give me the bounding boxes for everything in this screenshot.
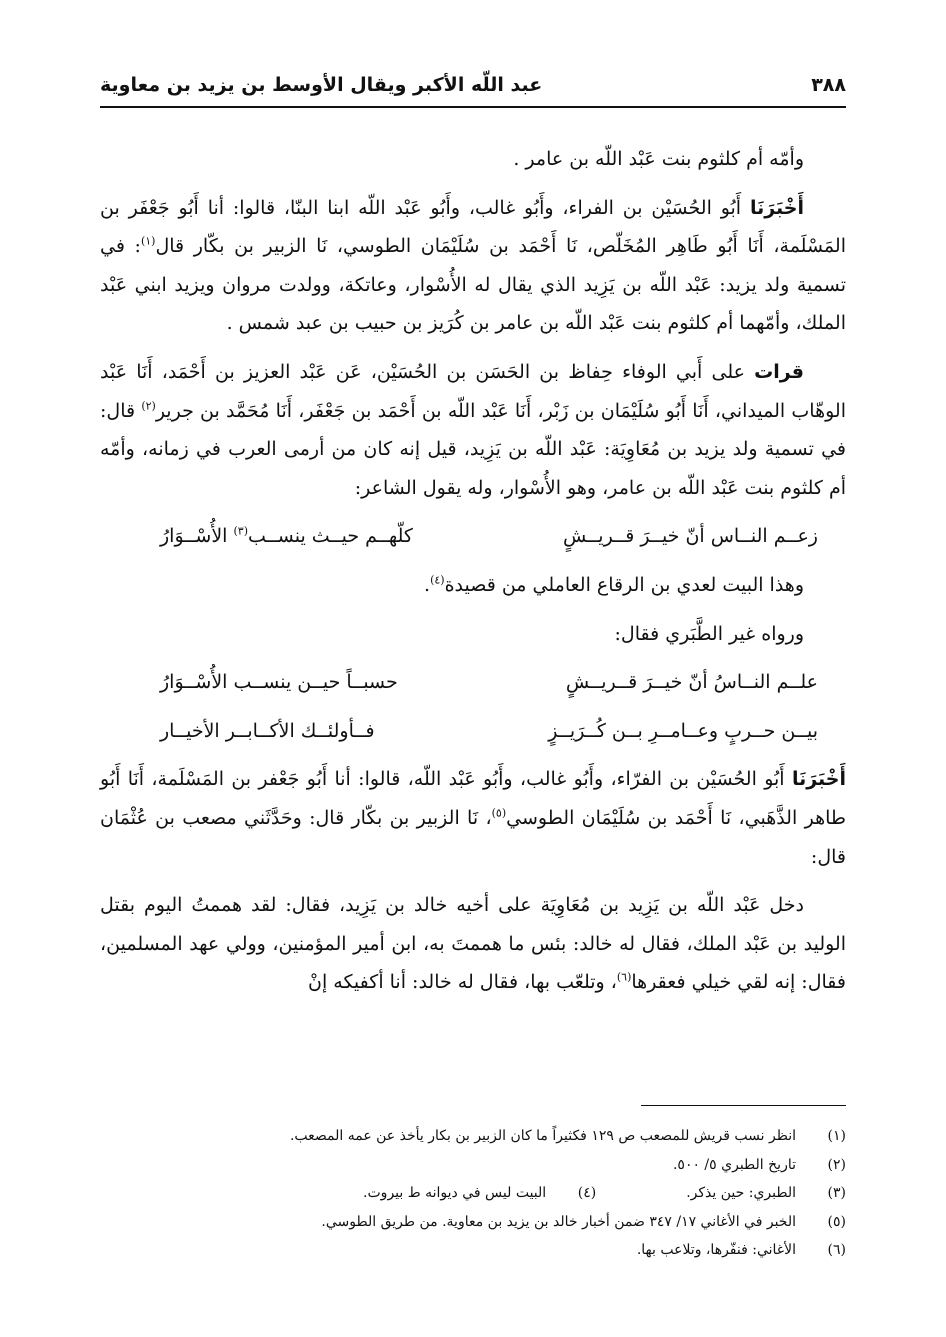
paragraph-text: أَبُو الحُسَيْن بن الفراء، وأَبُو غالب، وأَبُو عَبْد اللّه ابنا البنّا، قالوا: أنا أَبُو جَعْفَر بن المَسْلَمة، أَنَا أَبُو طَاهِر المُخَلّص، نَا أَحْمَد بن سُلَيْمَان الطوسي، نَا الزبير بن بكّار قال: [100, 196, 846, 258]
footnote-number: (٤): [577, 1185, 597, 1202]
lead-word: قرات: [754, 360, 804, 383]
paragraph-text: ، نَا الزبير بن بكّار قال: وحَدَّثَني مصعب بن عُثْمَان قال:: [100, 806, 846, 868]
footnote: [100, 1179, 846, 1208]
verse-hemistich-second: فــأولئــك الأكــابــر الأخيــار: [160, 719, 375, 742]
footnote: [100, 1151, 846, 1180]
footnote-text: تاريخ الطبري ٥/ ٥٠٠.: [672, 1156, 796, 1173]
verse-line: [100, 712, 846, 751]
paragraph-text: ، وتلعّب بها، فقال له خالد: أنا أكفيكه إنْ: [307, 971, 617, 994]
footnote-number: (٢): [827, 1156, 846, 1173]
verse-line: [100, 517, 846, 556]
page-header: [100, 68, 846, 102]
paragraph-1: وأمّه أم كلثوم بنت عَبْد اللّه بن عامر .: [513, 148, 804, 170]
verse-hemistich-first: بيــن حــربٍ وعــامــرِ بــن كُــرَيــزٍ: [548, 719, 818, 742]
verse-block-2: [100, 663, 846, 750]
footnote-text: انظر نسب قريش للمصعب ص ١٢٩ فكثيراً ما كان الزبير بن بكار يأخذ عن عمه المصعب.: [289, 1128, 796, 1144]
paragraph-2: [100, 189, 846, 343]
paragraph-text: : في تسمية ولد يزيد: عَبْد اللّه بن يَزِيد الذي يقال له الأُسْوار، وعاتكة، وولدت مروان ويزيد ابني عَبْد الملك، وأمّهما أم كلثوم بنت عَبْد اللّه بن عامر بن كُرَيز بن حبيب بن عبد شمس .: [100, 235, 846, 335]
running-title: عبد اللّه الأكبر ويقال الأوسط بن يزيد بن معاوية: [100, 74, 543, 96]
footnote-number: (٥): [827, 1213, 846, 1230]
lead-word: أَخْبَرَنَا: [791, 768, 846, 791]
footnote-number: (١): [827, 1128, 846, 1144]
footnote-ref[interactable]: (٢): [141, 399, 156, 413]
paragraph-4: وهذا البيت لعدي بن الرقاع العاملي من قصيدة$^{(٤)}$.: [424, 573, 804, 596]
footnote-gap: [596, 1179, 686, 1208]
verse-hemistich-second: حسبــاً حيــن ينســب الأُسْــوَارُ: [160, 671, 398, 694]
paragraph-text: قال: في تسمية ولد يزيد بن مُعَاوِيَة: عَبْد اللّه بن يَزِيد، قيل إنه كان من أرمى العرب في زمانه، وأمّه أم كلثوم بنت عَبْد اللّه بن عامر، وهو الأُسْوار، وله يقول الشاعر:: [100, 399, 846, 499]
verse-line: [100, 663, 846, 702]
footnote: [100, 1208, 846, 1237]
paragraph-text: على أَبي الوفاء حِفاظ بن الحَسَن بن الحُسَيْن، عَن عَبْد العزيز بن أَحْمَد، أَنَا عَبْد الوهّاب الميداني، أَنَا أَبُو سُلَيْمَان بن زَبْر، أَنَا عَبْد اللّه بن أَحْمَد بن جَعْفَر، أَنَا مُحَمَّد بن جرير: [100, 360, 846, 422]
footnote-rule: [641, 1105, 846, 1106]
footnote-text: الخبر في الأغاني ١٧/ ٣٤٧ ضمن أخبار خالد بن يزيد بن معاوية. من طريق الطوسي.: [321, 1213, 796, 1230]
footnotes: [100, 1122, 846, 1265]
footnote: [100, 1122, 846, 1151]
footnote-ref[interactable]: (٤): [430, 573, 445, 587]
footnote-ref[interactable]: (٥): [491, 806, 507, 820]
paragraph-text: أَبُو الحُسَيْن بن الفرّاء، وأَبُو غالب، وأَبُو عَبْد اللّه، قالوا: أنا أَبُو جَعْفر بن المَسْلَمة، أَنَا أَبُو طاهر الذَّهَبي، نَا أَحْمَد بن سُلَيْمَان الطوسي: [100, 768, 846, 829]
footnote-number: (٣): [827, 1185, 846, 1202]
paragraph-text: دخل عَبْد اللّه بن يَزِيد بن مُعَاوِيَة على أخيه خالد بن يَزِيد، فقال: لقد هممتُ اليوم بقتل الوليد بن عَبْد الملك، فقال له خالد: بئس ما هممتَ به، ابن أمير المؤمنين، وولي عهد المسلمين، فقال: إنه لقي خيلي فعقرها: [100, 894, 846, 994]
footnote-ref[interactable]: (٦): [616, 970, 632, 984]
footnote-text: البيت ليس في ديوانه ط بيروت.: [363, 1185, 547, 1202]
verse-hemistich-first: زعــم النــاس أنّ خيــرَ قــريــشٍ: [562, 525, 818, 548]
footnote-ref[interactable]: (٣): [233, 525, 248, 539]
paragraph-3: [100, 353, 846, 507]
main-text: [100, 140, 846, 1012]
footnote-number: (٦): [827, 1242, 846, 1259]
verse-hemistich-first: علــم النــاسُ أنّ خيــرَ قــريــشٍ: [565, 671, 818, 694]
verse-block-1: [100, 517, 846, 604]
footnote-text: الأغاني: فنفّرها، وتلاعب بها.: [636, 1242, 796, 1259]
verse-hemistich-second: كلّهــم حيــث ينســب$^{(٣)}$ الأُسْــوَارُ: [160, 525, 413, 548]
footnote-text: الطبري: حين يذكر.: [686, 1185, 796, 1202]
paragraph-7: [100, 886, 846, 1002]
footnote-ref[interactable]: (١): [140, 234, 156, 248]
header-rule: [100, 106, 846, 108]
footnote: [100, 1236, 846, 1265]
page-number: ٣٨٨: [811, 74, 846, 96]
lead-word: أَخْبَرَنَا: [749, 196, 804, 219]
paragraph-5: ورواه غير الطَّبَري فقال:: [614, 622, 804, 645]
paragraph-6: [100, 760, 846, 876]
